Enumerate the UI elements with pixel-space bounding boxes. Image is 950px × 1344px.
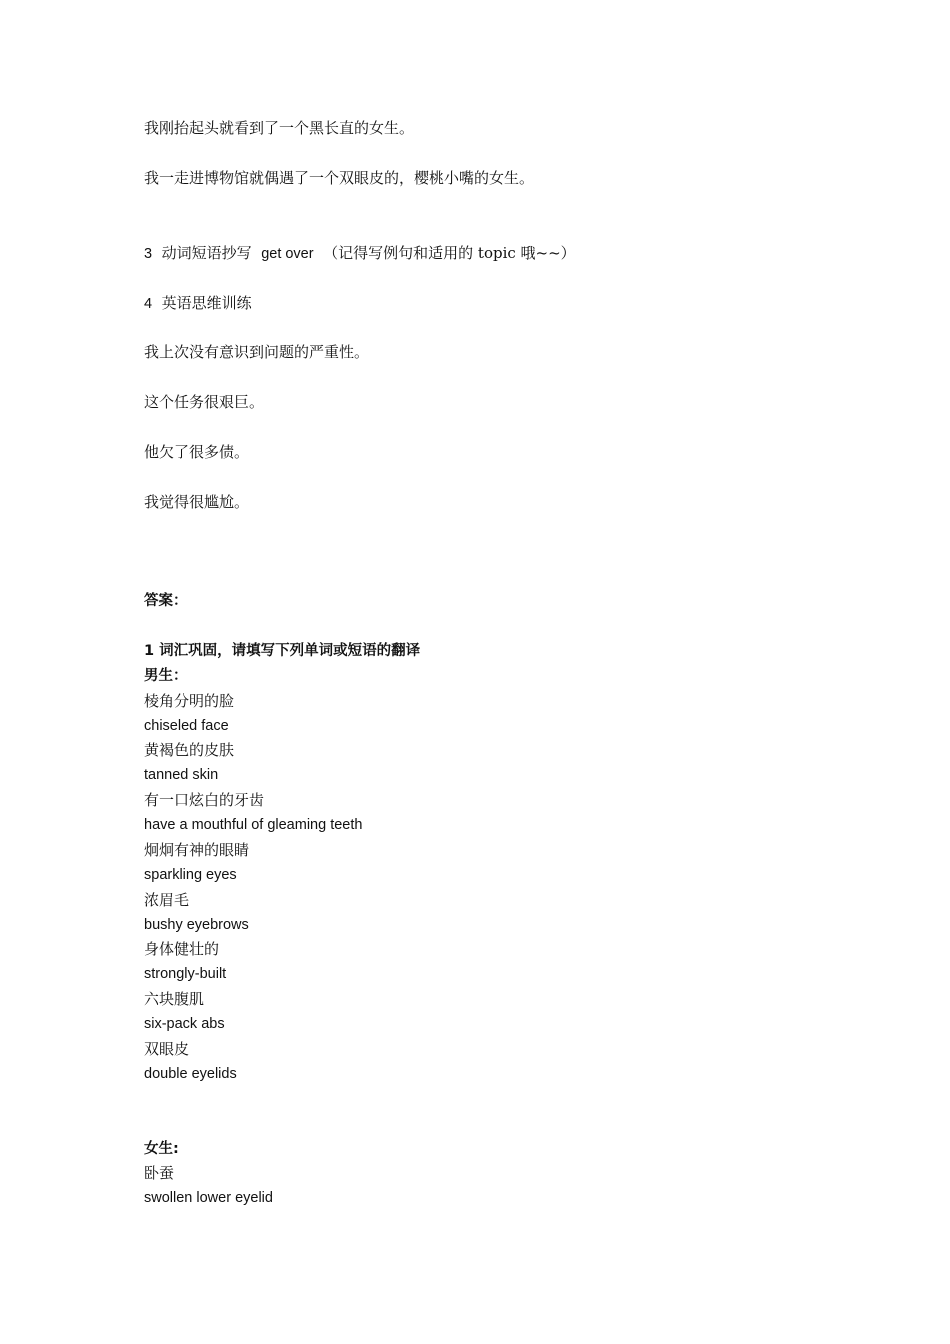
vocab-en: strongly-built	[144, 966, 227, 982]
vocab-cn: 棱角分明的脸	[144, 692, 235, 710]
vocab-en: six-pack abs	[144, 1016, 225, 1032]
answers-section-1-title: 1 词汇巩固，请填写下列单词或短语的翻译	[144, 643, 421, 659]
section-4-number: 4	[144, 296, 153, 312]
vocab-en: bushy eyebrows	[144, 917, 249, 933]
vocab-en: chiseled face	[144, 718, 229, 734]
section-4-heading	[144, 291, 252, 315]
section-3-heading	[144, 241, 576, 265]
section-4-sentence: 我觉得很尴尬。	[144, 493, 250, 511]
vocab-cn: 卧蚕	[144, 1164, 175, 1182]
vocab-en: tanned skin	[144, 767, 219, 783]
section-4-sentence: 他欠了很多债。	[144, 443, 250, 461]
section-4-sentence: 这个任务很艰巨。	[144, 393, 265, 411]
male-label: 男生：	[144, 668, 188, 684]
vocab-cn: 双眼皮	[144, 1040, 190, 1058]
vocab-cn: 身体健壮的	[144, 940, 220, 958]
section-3-phrase: get over	[261, 246, 314, 262]
vocab-en: sparkling eyes	[144, 867, 237, 883]
sentence-2: 我一走进博物馆就偶遇了一个双眼皮的，樱桃小嘴的女生。	[144, 169, 535, 187]
section-3-note: （记得写例句和适用的 topic 哦~~）	[323, 244, 576, 262]
vocab-en: double eyelids	[144, 1066, 237, 1082]
vocab-en: have a mouthful of gleaming teeth	[144, 817, 363, 833]
female-label: 女生:	[144, 1141, 179, 1157]
vocab-en: swollen lower eyelid	[144, 1190, 273, 1206]
vocab-cn: 炯炯有神的眼睛	[144, 841, 250, 859]
section-4-title: 英语思维训练	[161, 294, 252, 312]
vocab-cn: 浓眉毛	[144, 891, 190, 909]
vocab-cn: 黄褐色的皮肤	[144, 741, 235, 759]
answers-heading: 答案：	[144, 593, 188, 609]
vocab-cn: 有一口炫白的牙齿	[144, 791, 265, 809]
vocab-cn: 六块腹肌	[144, 990, 205, 1008]
section-4-sentence: 我上次没有意识到问题的严重性。	[144, 343, 370, 361]
section-3-number: 3	[144, 246, 153, 262]
sentence-1: 我刚抬起头就看到了一个黑长直的女生。	[144, 119, 415, 137]
section-3-text: 动词短语抄写	[161, 244, 252, 262]
